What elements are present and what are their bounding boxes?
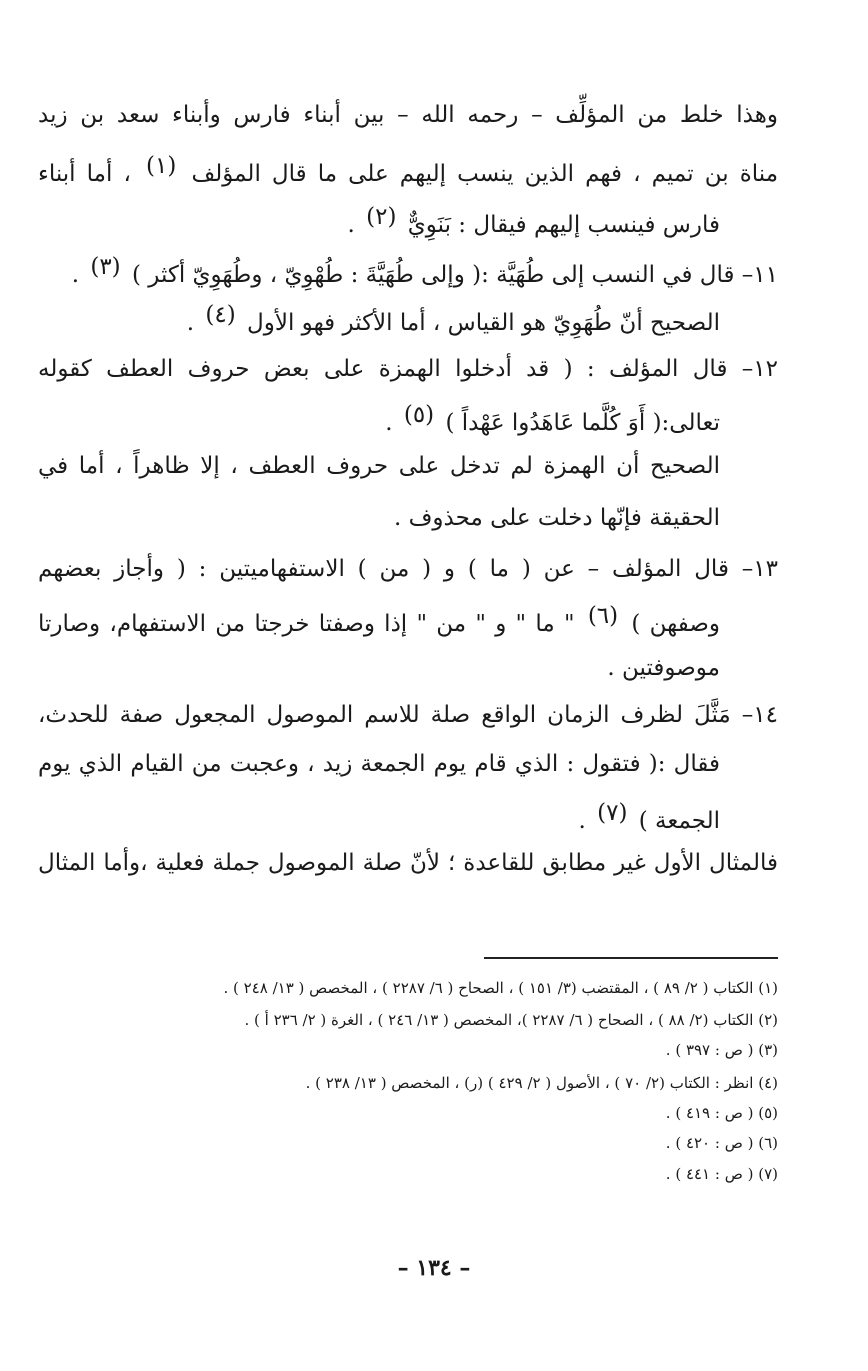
footnote-3: (٣) ( ص : ٣٩٧ ) . [665,1041,778,1059]
item-14-number: ١٤– [741,702,779,728]
footnote-ref-1[interactable]: (١) [146,153,177,179]
footnote-1: (١) الكتاب ( ٢/ ٨٩ ) ، المقتضب (٣/ ١٥١ ) ، الصحاح ( ٦/ ٢٢٨٧ ) ، المخصص ( ١٣/ ٢٤٨ ) . [223,979,778,997]
footnote-ref-6[interactable]: (٦) [587,603,619,629]
text: . [71,262,80,288]
footnote-ref-4[interactable]: (٤) [205,302,236,328]
text: فالمثال الأول غير مطابق للقاعدة ؛ لأنّ صلة الموصول جملة فعلية ،وأما المثال [38,850,778,876]
item-12-line-4 [394,503,720,533]
item-14-line-3 [578,798,720,836]
text: ، أما أبناء [38,161,131,187]
text: قال المؤلف : ( قد أدخلوا الهمزة على بعض حروف العطف كقوله [38,356,728,382]
item-13-number: ١٣– [741,556,779,582]
item-13-line-2 [38,601,720,639]
footnote-2: (٢) الكتاب (٢/ ٨٨ ) ، الصحاح ( ٦/ ٢٢٨٧ )، المخصص ( ١٣/ ٢٤٦ ) ، الغرة ( ٢/ ٢٣٦ أ ) . [244,1011,778,1029]
body-last-line [38,848,778,878]
item-12-number: ١٢– [741,356,778,382]
text: فقال :( فتقول : الذي قام يوم الجمعة زيد ، وعجبت من القيام الذي يوم [38,751,720,777]
footnote-ref-2[interactable]: (٢) [366,204,397,230]
item-14-line-2 [38,749,720,779]
footnote-7: (٧) ( ص : ٤٤١ ) . [665,1165,778,1183]
item-11-number: ١١– [741,262,778,288]
text: فارس فينسب إليهم فيقال : بَنَوِيٌّ [407,212,720,238]
text: " ما " و " من " إذا وصفتا خرجتا من الاستفهام، وصارتا [38,611,575,637]
footnote-ref-7[interactable]: (٧) [597,800,628,826]
text: . [385,410,393,436]
footnote-5: (٥) ( ص : ٤١٩ ) . [665,1104,778,1122]
text: . [186,310,195,336]
text: الصحيح أنّ طُهَوِيّ هو القياس ، أما الأكثر فهو الأول [247,310,720,336]
text: وصفهن ) [631,611,721,637]
text: . [347,212,355,238]
footnote-6: (٦) ( ص : ٤٢٠ ) . [665,1134,778,1152]
text: . [578,808,586,834]
footnote-ref-5[interactable]: (٥) [403,402,435,428]
footnote-4: (٤) انظر : الكتاب (٢/ ٧٠ ) ، الأصول ( ٢/ ٤٢٩ ) (ر) ، المخصص ( ١٣/ ٢٣٨ ) . [305,1074,778,1092]
text: قال في النسب إلى طُهَيَّة :( وإلى طُهَيَّةَ : طُهْوِيّ ، وطُهَوِيّ أكثر ) [131,262,735,288]
body-line-2 [38,151,778,189]
item-12-line-3 [38,451,720,481]
text: مَثَّلَ لظرف الزمان الواقع صلة للاسم الموصول المجعول صفة للحدث، [38,702,731,728]
text: وهذا خلط من المؤلِّف – رحمه الله – بين أبناء فارس وأبناء سعد بن زيد [38,102,778,128]
text: تعالى:( أَوَ كُلَّما عَاهَدُوا عَهْداً ) [445,410,720,436]
footnote-divider [484,957,778,959]
item-13-line-3 [607,653,720,683]
text: الجمعة ) [638,808,720,834]
text: الحقيقة فإنّها دخلت على محذوف . [393,505,720,531]
text: قال المؤلف – عن ( ما ) و ( من ) الاستفهاميتين : ( وأجاز بعضهم [38,556,729,582]
page-number: – ١٣٤ – [397,1255,471,1281]
item-11-line-1 [72,252,778,290]
text: الصحيح أن الهمزة لم تدخل على حروف العطف ، إلا ظاهراً ، أما في [38,453,720,479]
body-line-3 [348,202,721,240]
item-14-line-1 [38,700,778,730]
text: مناة بن تميم ، فهم الذين ينسب إليهم على ما قال المؤلف [191,161,779,187]
item-12-line-2 [385,400,720,438]
text: موصوفتين . [607,655,720,681]
item-11-line-2 [187,300,720,338]
item-13-line-1 [38,554,778,584]
body-line-1 [38,100,778,130]
item-12-line-1 [38,354,778,384]
footnote-ref-3[interactable]: (٣) [90,254,121,280]
